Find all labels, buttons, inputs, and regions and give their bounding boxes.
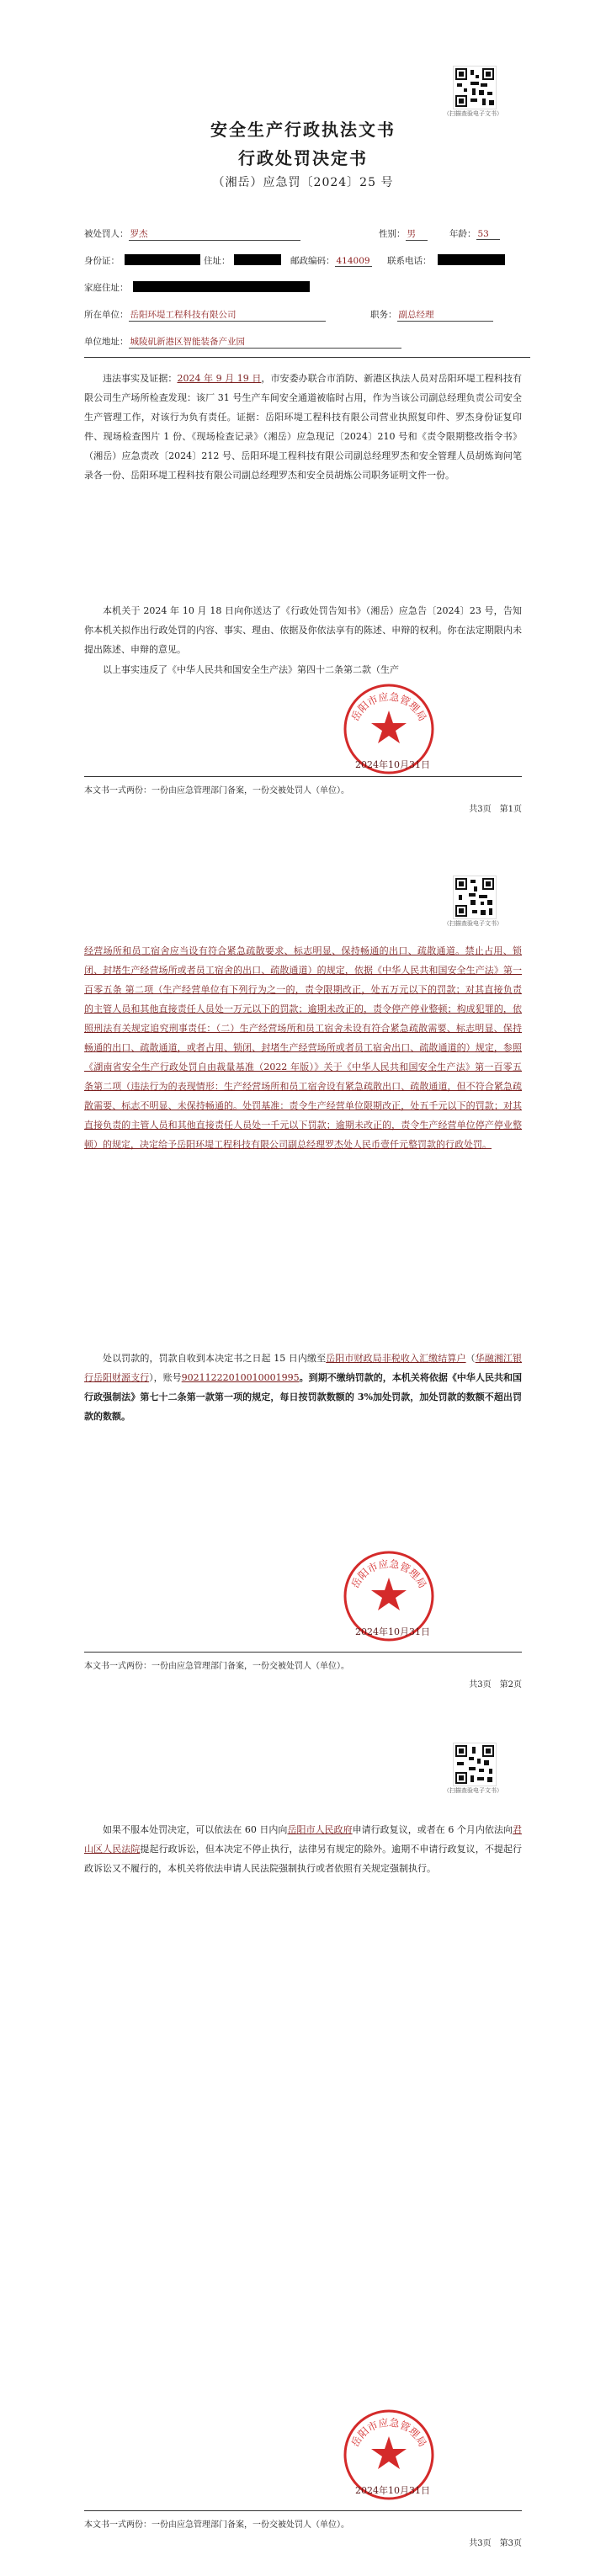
party-sex-row: 性别： 男: [379, 227, 428, 241]
party-zip: 414009: [336, 256, 370, 266]
redacted-phone: [438, 254, 505, 265]
page-1: [0, 0, 606, 825]
page-number: 共3页 第2页: [469, 1680, 522, 1690]
party-company: 岳阳环堤工程科技有限公司: [129, 308, 326, 322]
footer-divider: [84, 2510, 522, 2511]
doc-subtitle: 行政处罚决定书: [238, 148, 368, 168]
violation-facts: 违法事实及证据：2024 年 9 月 19 日，市安委办联合市消防、新港区执法人员对岳阳环堤工程科技有限公司生产场所检查发现：该厂 31 号生产车间安全通道被临时占用，作为当该公司副总经理负责公司安全生产管理工作，对该行为负有责任。证据：岳阳环堤工程科技有限公司营业执照复印件、罗杰身份证复印件、现场检查图片 1 份、《现场检查记录》（湘岳）应急现记〔2024〕210 号和《责令限期整改指令书》（湘岳）应急责改〔2024〕212 号、岳阳环堤工程科技有限公司副总经理罗杰和安全管理人员胡炼询问笔录各一份、岳阳环堤工程科技有限公司副总经理罗杰和安全员胡炼公司职务证明文件一份。: [84, 373, 522, 481]
party-company-row: 所在单位： 岳阳环堤工程科技有限公司: [84, 308, 326, 322]
svg-text:岳阳市应急管理局: 岳阳市应急管理局: [348, 2416, 429, 2449]
page-2: [0, 876, 606, 1717]
party-addr-label: 住址：: [204, 256, 231, 266]
redacted-address: [234, 254, 281, 265]
footer-divider: [84, 1652, 522, 1653]
qr-code-icon[interactable]: [453, 1743, 497, 1786]
redacted-id: [125, 254, 200, 265]
seal-date: 2024年10月31日: [355, 759, 430, 770]
party-zip-row: 邮政编码： 414009: [290, 256, 370, 266]
doc-title: 安全生产行政执法文书: [210, 120, 396, 140]
qr-code-icon[interactable]: [453, 876, 497, 919]
page-number: 共3页 第1页: [469, 805, 522, 814]
footer-text: 本文书一式两份：一份由应急管理部门备案，一份交被处罚人（单位）。: [84, 2520, 349, 2530]
party-phone-label: 联系电话：: [387, 256, 432, 266]
party-unit-address: 城陵矶新港区智能装备产业园: [129, 335, 401, 349]
doc-number: （湘岳）应急罚〔2024〕25 号: [212, 176, 394, 189]
party-sex: 男: [406, 227, 428, 241]
party-id-label: 身份证：: [84, 256, 120, 266]
seal-date: 2024年10月31日: [355, 1626, 430, 1637]
footer-text: 本文书一式两份：一份由应急管理部门备案，一份交被处罚人（单位）。: [84, 1662, 349, 1671]
payment-paragraph: 处以罚款的，罚款自收到本决定书之日起 15 日内缴至岳阳市财政局非税收入汇缴结算户（华融湘江银行岳阳财源支行），账号90211222010010001995。到期不缴纳罚款的，本机关将依据《中华人民共和国行政强制法》第七十二条第一款第一项的规定，每日按罚款数额的 3%加处罚款，加处罚款的数额不超出罚款的数额。: [84, 1353, 523, 1422]
party-unit-address-row: 单位地址： 城陵矶新港区智能装备产业园: [84, 335, 401, 349]
party-home-label: 家庭住址：: [84, 283, 129, 293]
party-name: 罗杰: [129, 227, 300, 241]
legal-basis-paragraph: 经营场所和员工宿舍应当设有符合紧急疏散要求、标志明显、保持畅通的出口、疏散通道。禁止占用、锁闭、封堵生产经营场所或者员工宿舍的出口、疏散通道）的规定，依据《中华人民共和国安全生产法》第一百零五条 第二项（生产经营单位有下列行为之一的，责令限期改正，处五万元以下的罚款；对其直接负责的主管人员和其他直接责任人员处一万元以下的罚款；逾期未改正的，责令停产停业整顿；构成犯罪的，依照刑法有关规定追究刑事责任：（二）生产经营场所和员工宿舍未设有符合紧急疏散需要、标志明显、保持畅通的出口、疏散通道，或者占用、锁闭、封堵生产经营场所或者员工宿舍出口、疏散通道的）规定，参照《湖南省安全生产行政处罚自由裁量基准（2022 年版）》关于《中华人民共和国安全生产法》第一百零五条第二项（违法行为的表现情形：生产经营场所和员工宿舍设有紧急疏散出口、疏散通道，但不符合紧急疏散需要、标志不明显、未保持畅通的。处罚基准：责令生产经营单位限期改正，处五千元以下的罚款；对其直接负责的主管人员和其他直接责任人员处一千元以下罚款；逾期未改正的，责令生产经营单位停产停业整顿）的规定，决定给予岳阳环堤工程科技有限公司副总经理罗杰处人民币壹仟元整罚款的行政处罚。: [84, 945, 522, 1150]
party-position: 副总经理: [397, 308, 493, 322]
divider: [84, 357, 530, 358]
svg-text:岳阳市应急管理局: 岳阳市应急管理局: [348, 690, 429, 723]
party-name-row: 被处罚人： 罗杰: [84, 227, 300, 241]
qr-caption: （扫描查验电子文书）: [444, 920, 502, 927]
page-number: 共3页 第3页: [469, 2539, 522, 2548]
law-violated-paragraph: 以上事实违反了《中华人民共和国安全生产法》第四十二条第二款（生产: [103, 664, 399, 675]
footer-text: 本文书一式两份：一份由应急管理部门备案，一份交被处罚人（单位）。: [84, 786, 349, 796]
page-3: [0, 1743, 606, 2576]
seal-date: 2024年10月31日: [355, 2485, 430, 2496]
party-age-row: 年龄： 53: [449, 227, 500, 240]
svg-text:岳阳市应急管理局: 岳阳市应急管理局: [348, 1557, 429, 1590]
qr-code-icon[interactable]: [453, 66, 497, 109]
notice-paragraph: 本机关于 2024 年 10 月 18 日向你送达了《行政处罚告知书》（湘岳）应急告〔2024〕23 号，告知你本机关拟作出行政处罚的内容、事实、理由、依据及你依法享有的陈述、申辩的权利。你在法定期限内未提出陈述、申辩的意见。: [84, 605, 522, 655]
qr-caption: （扫描查验电子文书）: [444, 1787, 502, 1794]
qr-caption: （扫描查验电子文书）: [444, 110, 502, 117]
appeal-paragraph: 如果不服本处罚决定，可以依法在 60 日内向岳阳市人民政府申请行政复议，或者在 6 个月内依法向君山区人民法院提起行政诉讼，但本决定不停止执行，法律另有规定的除外。逾期不申请行政复议，不提起行政诉讼又不履行的，本机关将依法申请人民法院强制执行或者依照有关规定强制执行。: [84, 1824, 523, 1874]
party-age: 53: [476, 229, 500, 240]
party-position-row: 职务： 副总经理: [370, 308, 493, 322]
footer-divider: [84, 776, 522, 777]
redacted-home-address: [133, 281, 310, 292]
